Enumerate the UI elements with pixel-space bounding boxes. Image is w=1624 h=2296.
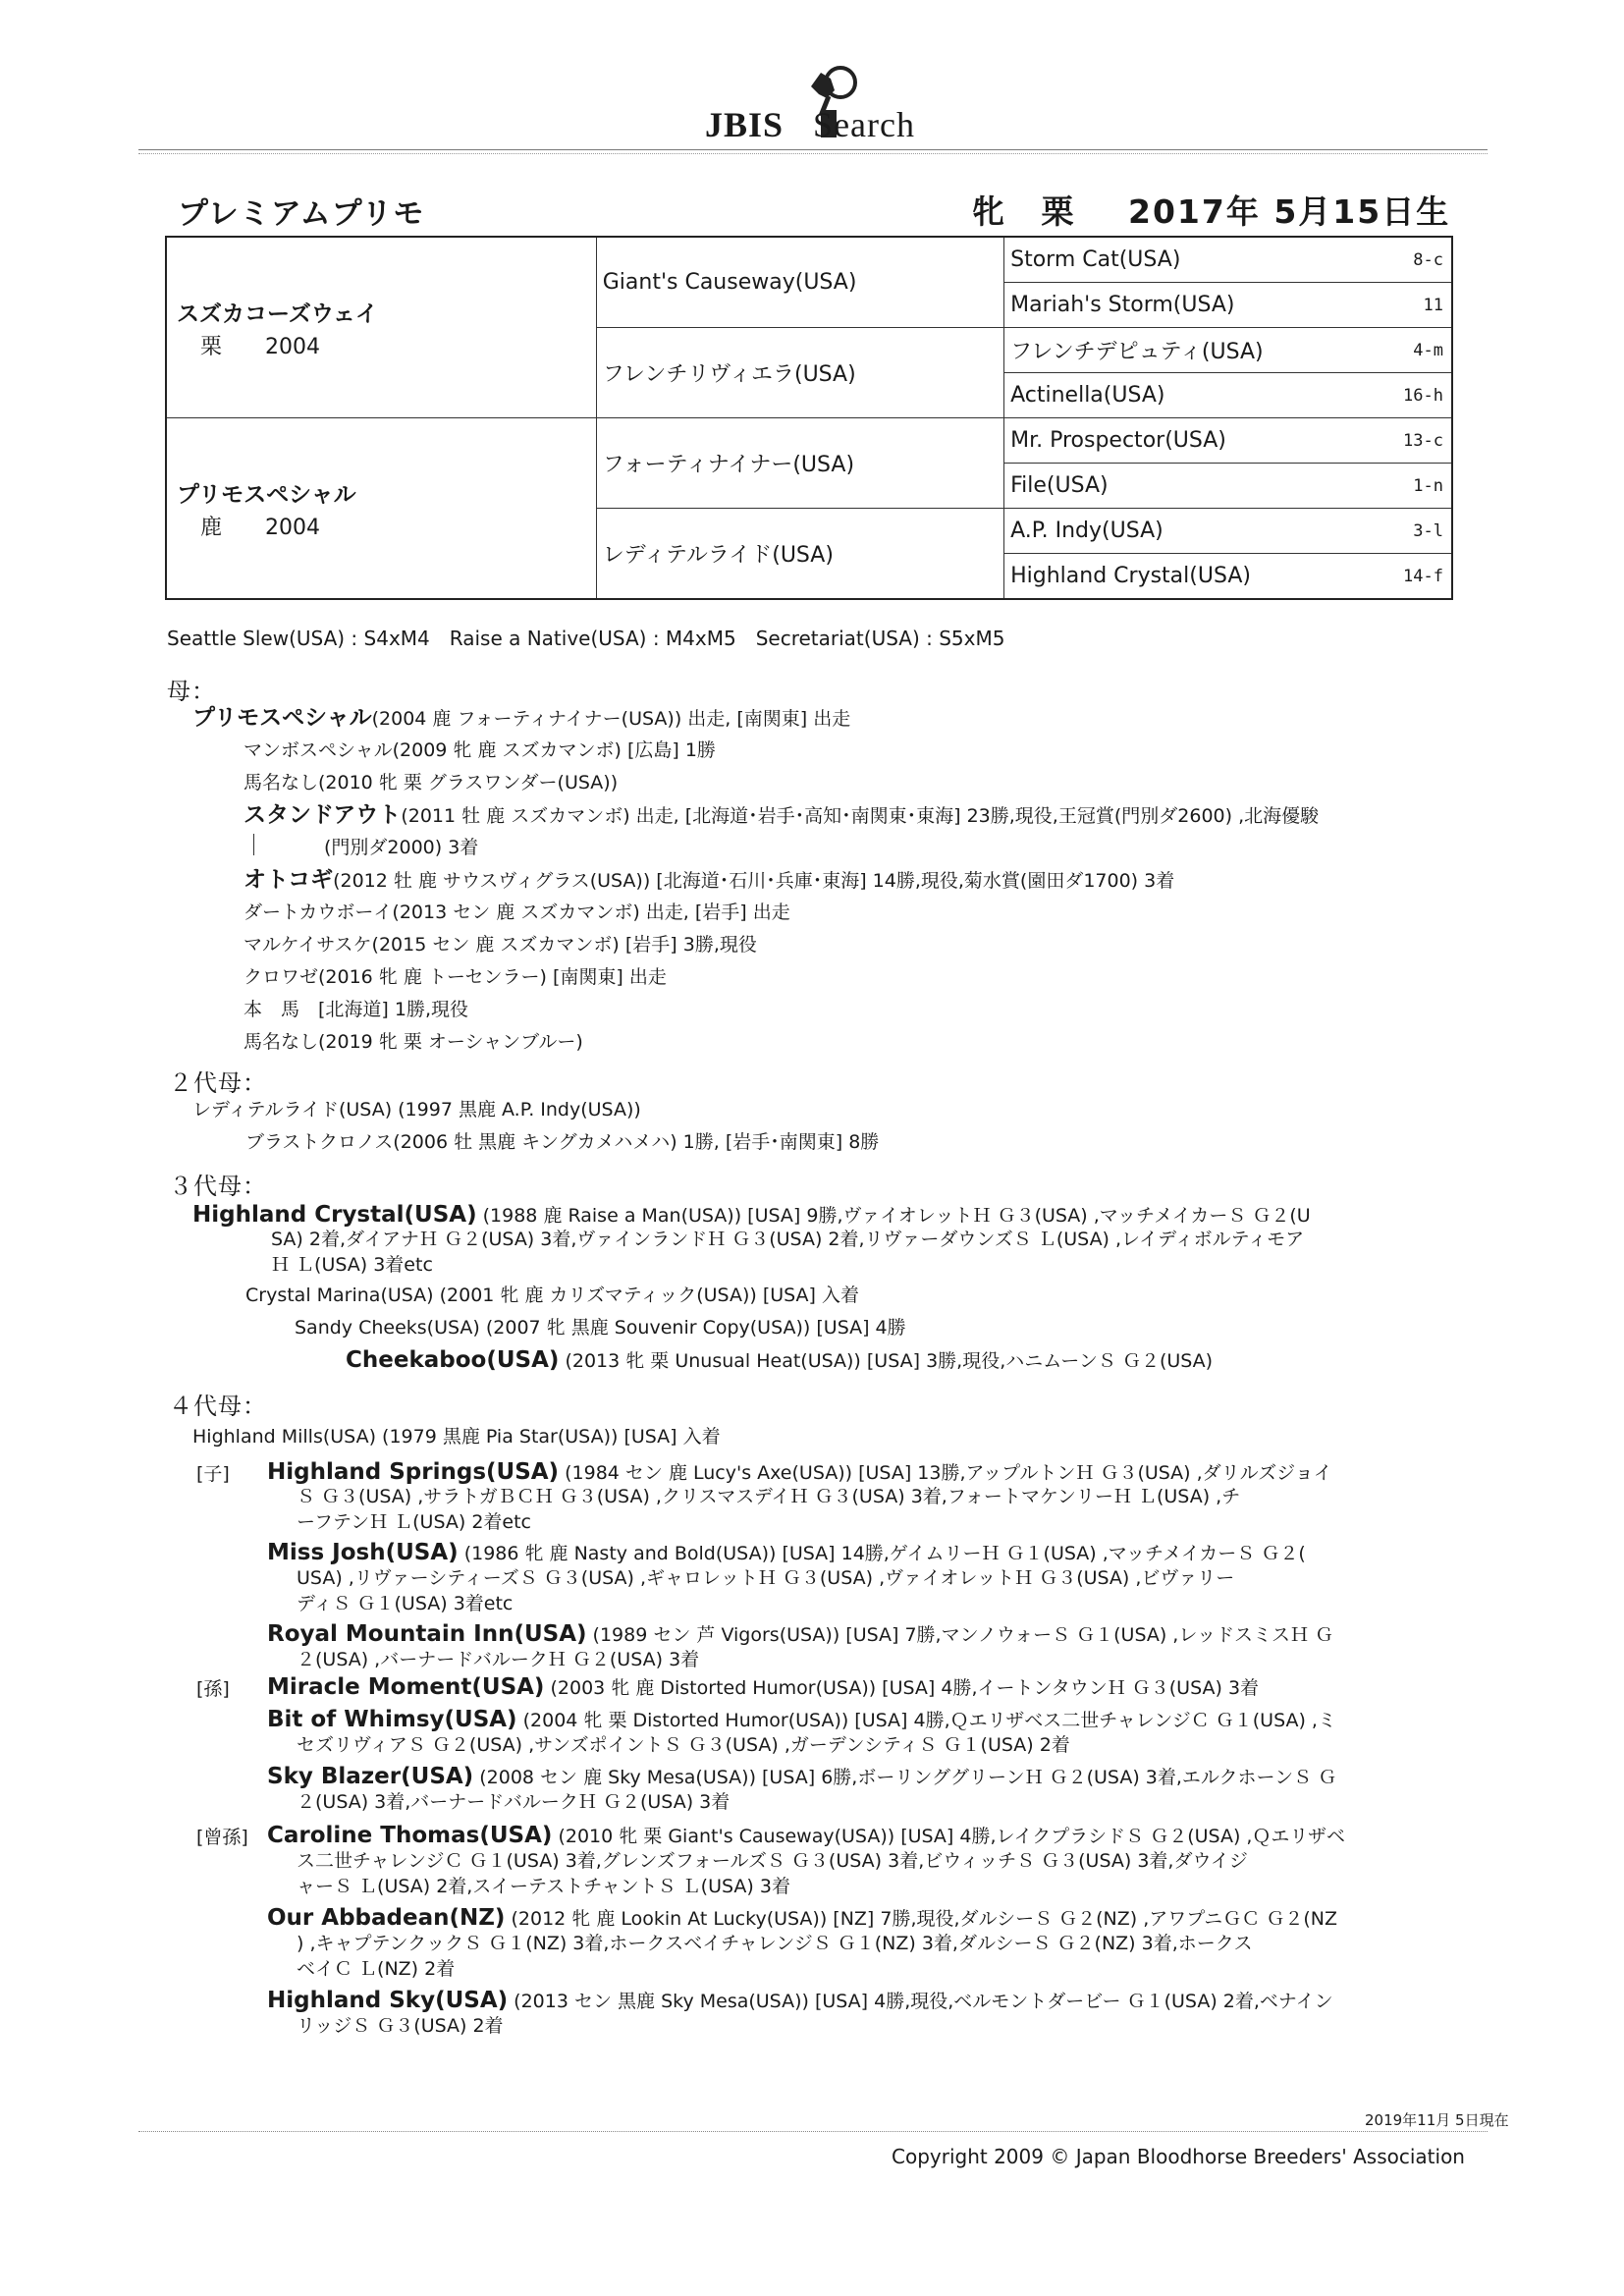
record-line (244, 1029, 583, 1055)
pedigree-table (165, 236, 1453, 600)
horse-name-bold: Our Abbadean(NZ) (267, 1905, 506, 1931)
copyright: Copyright 2009 © Japan Bloodhorse Breeders' Association (892, 2145, 1465, 2168)
record-line (244, 802, 1319, 829)
horse-color: 栗 (1041, 192, 1076, 231)
record-text: ２(USA) ,バーナードバルークＨ Ｇ２(USA) 3着 (297, 1649, 700, 1670)
sire-name: スズカコーズウェイ (177, 301, 378, 327)
record-text: レディテルライド(USA) (1997 黒鹿 A.P. Indy(USA)) (192, 1099, 641, 1121)
record-text: Crystal Marina(USA) (2001 牝 鹿 カリズマティック(USA)) [USA] 入着 (245, 1285, 860, 1306)
inbreeding-line: Seattle Slew(USA) : S4xM4 Raise a Native(USA) : M4xM5 Secretariat(USA) : S5xM5 (167, 627, 1005, 650)
sire-cell (166, 237, 596, 418)
record-text: ス二世チャレンジＣ Ｇ１(USA) 3着,グレンズフォールズＳ Ｇ３(USA) 3着,ビウィッチＳ Ｇ３(USA) 3着,ダウイジ (297, 1850, 1248, 1872)
horse-name-bold: Highland Sky(USA) (267, 1988, 509, 2013)
record-line (267, 1988, 1333, 2014)
record-text: Highland Mills(USA) (1979 黒鹿 Pia Star(USA)) [USA] 入着 (192, 1426, 721, 1448)
record-text: 馬名なし(2010 牝 栗 グラスワンダー(USA)) (244, 772, 619, 793)
gen2-cell: フレンチリヴィエラ(USA) (596, 328, 1003, 418)
record-line (267, 1674, 1259, 1701)
gen3-cell: Mariah's Storm(USA) 11 (1004, 283, 1452, 328)
record-text: (1986 牝 鹿 Nasty and Bold(USA)) [USA] 14勝,ゲイムリーＨ Ｇ１(USA) ,マッチメイカーＳ Ｇ２( (458, 1543, 1306, 1564)
dam-cell (166, 418, 596, 600)
record-text: ーフテンＨ Ｌ(USA) 2着etc (297, 1511, 531, 1533)
record-text: ブラストクロノス(2006 牡 黒鹿 キングカメハメハ) 1勝, [岩手･南関東] 8勝 (245, 1131, 880, 1153)
record-line (192, 1202, 1311, 1229)
record-line (271, 1227, 1304, 1252)
record-line (297, 1484, 1240, 1509)
record-line (267, 1707, 1336, 1733)
record-line (267, 1823, 1345, 1849)
record-text: ディＳ Ｇ１(USA) 3着etc (297, 1593, 514, 1614)
record-line (244, 770, 618, 795)
record-line (192, 1097, 641, 1122)
header-rule-dotted (138, 153, 1488, 154)
gen3-cell: Actinella(USA) 16-h (1004, 373, 1452, 418)
dam-color-year: 鹿 2004 (200, 515, 320, 540)
record-line (244, 964, 667, 990)
record-text: Ｓ Ｇ３(USA) ,サラトガＢＣＨ Ｇ３(USA) ,クリスマスデイＨ Ｇ３(USA) 3着,フォートマケンリーＨ Ｌ(USA) ,チ (297, 1486, 1241, 1507)
record-text: リッジＳ Ｇ３(USA) 2着 (297, 2015, 504, 2037)
record-line (245, 1283, 859, 1308)
section-3rd-dam: ３代母： (169, 1173, 267, 1200)
horse-name-bold: オトコギ (244, 867, 334, 893)
continuation-bar (253, 834, 254, 855)
record-line (297, 1647, 699, 1672)
record-line (267, 1459, 1332, 1486)
record-line (192, 705, 850, 732)
gen3-cell: Highland Crystal(USA) 14-f (1004, 554, 1452, 600)
horse-name-bold: Highland Springs(USA) (267, 1459, 560, 1485)
record-text: (2003 牝 鹿 Distorted Humor(USA)) [USA] 4勝,イートンタウンＨ Ｇ３(USA) 3着 (544, 1677, 1260, 1699)
record-text: マンボスペシャル(2009 牝 鹿 スズカマンボ) [広島] 1勝 (244, 739, 716, 761)
record-text: (2012 牡 鹿 サウスヴィグラス(USA)) [北海道･石川･兵庫･東海] 14勝,現役,菊水賞(園田ダ1700) 3着 (333, 870, 1175, 892)
jbis-search-logo (705, 61, 941, 149)
header-rule (138, 149, 1488, 150)
gen3-cell: Mr. Prospector(USA) 13-c (1004, 418, 1452, 464)
record-text: (1989 セン 芦 Vigors(USA)) [USA] 7勝,マンノウォーＳ Ｇ１(USA) ,レッドスミスＨ Ｇ (586, 1624, 1334, 1646)
record-line (245, 1129, 879, 1155)
horse-name-bold: Royal Mountain Inn(USA) (267, 1621, 587, 1647)
tag-great-grandchild: [曾孫] (196, 1827, 248, 1848)
horse-birthdate: 2017年 5月15日生 (1128, 192, 1451, 231)
record-text: Ｈ Ｌ(USA) 3着etc (271, 1254, 433, 1276)
record-line (324, 835, 478, 860)
record-text: ) ,キャプテンクックＳ Ｇ１(NZ) 3着,ホークスベイチャレンジＳ Ｇ１(NZ) 3着,ダルシーＳ Ｇ２(NZ) 3着,ホークス (297, 1933, 1253, 1954)
record-text: (2013 牝 栗 Unusual Heat(USA)) [USA] 3勝,現役,ハニムーンＳ Ｇ２(USA) (559, 1350, 1214, 1372)
record-line (267, 1621, 1333, 1648)
horse-name-bold: Sky Blazer(USA) (267, 1764, 474, 1789)
record-line (244, 932, 757, 957)
record-line (267, 1540, 1306, 1566)
record-text: (2011 牡 鹿 スズカマンボ) 出走, [北海道･岩手･高知･南関東･東海] 23勝,現役,王冠賞(門別ダ2600) ,北海優駿 (401, 805, 1320, 827)
record-line (267, 1764, 1336, 1790)
record-line (346, 1347, 1213, 1374)
dam-name: プリモスペシャル (177, 481, 356, 508)
record-line (297, 2013, 504, 2039)
record-text: (1988 鹿 Raise a Man(USA)) [USA] 9勝,ヴァイオレットＨ Ｇ３(USA) ,マッチメイカーＳ Ｇ２(U (476, 1205, 1311, 1227)
record-line (297, 1931, 1253, 1956)
record-text: クロワゼ(2016 牝 鹿 トーセンラー) [南関東] 出走 (244, 966, 667, 988)
horse-name: プレミアムプリモ (178, 196, 425, 232)
horse-name-bold: プリモスペシャル (192, 705, 372, 731)
record-text: (2013 セン 黒鹿 Sky Mesa(USA)) [USA] 4勝,現役,ベルモントダービー Ｇ１(USA) 2着,ベナイン (508, 1991, 1333, 2012)
record-text: (2012 牝 鹿 Lookin At Lucky(USA)) [NZ] 7勝,現役,ダルシーＳ Ｇ２(NZ) ,アワプニＧＣ Ｇ２(NZ (505, 1908, 1337, 1930)
record-line (244, 900, 790, 925)
record-text: ベイＣ Ｌ(NZ) 2着 (297, 1958, 456, 1980)
record-text: (1984 セン 鹿 Lucy's Axe(USA)) [USA] 13勝,アップルトンＨ Ｇ３(USA) ,ダリルズジョイ (559, 1462, 1332, 1484)
horse-name-bold: Miss Josh(USA) (267, 1540, 459, 1565)
record-line (244, 867, 1174, 894)
record-text: ダートカウボーイ(2013 セン 鹿 スズカマンボ) 出走, [岩手] 出走 (244, 902, 790, 923)
gen2-cell: Giant's Causeway(USA) (596, 237, 1003, 328)
record-text: (2004 鹿 フォーティナイナー(USA)) 出走, [南関東] 出走 (371, 708, 851, 730)
horse-profile (972, 187, 1472, 233)
record-line (297, 1732, 1070, 1758)
gen3-cell: Storm Cat(USA) 8-c (1004, 237, 1452, 283)
gen3-cell: A.P. Indy(USA) 3-l (1004, 509, 1452, 554)
tag-grandchild: [孫] (196, 1678, 230, 1700)
tag-child: [子] (196, 1463, 230, 1485)
sire-color-year: 栗 2004 (200, 334, 320, 359)
horse-name-bold: Miracle Moment(USA) (267, 1674, 545, 1700)
horse-name-bold: Highland Crystal(USA) (192, 1202, 477, 1228)
gen3-cell: File(USA) 1-n (1004, 464, 1452, 509)
record-line (297, 1509, 531, 1535)
record-text: 馬名なし(2019 牝 栗 オーシャンブルー) (244, 1031, 583, 1053)
record-line (297, 1956, 455, 1982)
record-text: 本 馬 [北海道] 1勝,現役 (244, 999, 468, 1020)
record-text: セズリヴィアＳ Ｇ２(USA) ,サンズポイントＳ Ｇ３(USA) ,ガーデンシティＳ Ｇ１(USA) 2着 (297, 1734, 1070, 1756)
record-line (297, 1789, 730, 1815)
gen3-cell: フレンチデピュティ(USA) 4-m (1004, 328, 1452, 373)
record-line (192, 1424, 721, 1449)
record-line (267, 1905, 1337, 1932)
record-text: (2004 牝 栗 Distorted Humor(USA)) [USA] 4勝,Ｑエリザベス二世チャレンジＣ Ｇ１(USA) ,ミ (516, 1710, 1336, 1731)
horse-name-bold: Caroline Thomas(USA) (267, 1823, 553, 1848)
gen2-cell: フォーティナイナー(USA) (596, 418, 1003, 509)
section-dam: 母： (167, 678, 216, 705)
horse-name-bold: Bit of Whimsy(USA) (267, 1707, 517, 1732)
record-line (297, 1848, 1248, 1874)
record-text: SA) 2着,ダイアナＨ Ｇ２(USA) 3着,ヴァインランドＨ Ｇ３(USA) 2着,リヴァーダウンズＳ Ｌ(USA) ,レイディボルティモア (271, 1229, 1305, 1250)
record-text: ャーＳ Ｌ(USA) 2着,スイーテストチャントＳ Ｌ(USA) 3着 (297, 1876, 790, 1897)
record-line (297, 1591, 513, 1616)
as-of-date: 2019年11月 5日現在 (1365, 2111, 1509, 2129)
section-2nd-dam: ２代母： (169, 1069, 267, 1097)
record-line (244, 997, 468, 1022)
footer-rule (138, 2131, 1488, 2132)
horse-sex: 牝 (972, 192, 1006, 231)
record-text: (2010 牝 栗 Giant's Causeway(USA)) [USA] 4勝,レイクプラシドＳ Ｇ２(USA) ,Ｑエリザベ (552, 1826, 1346, 1847)
horse-name-bold: スタンドアウト (244, 802, 402, 828)
logo-text: JBIS Search (705, 105, 915, 144)
record-text: マルケイサスケ(2015 セン 鹿 スズカマンボ) [岩手] 3勝,現役 (244, 934, 757, 956)
record-text: USA) ,リヴァーシティーズＳ Ｇ３(USA) ,ギャロレットＨ Ｇ３(USA) ,ヴァイオレットＨ Ｇ３(USA) ,ビヴァリー (297, 1567, 1235, 1589)
record-line (244, 738, 716, 763)
record-line (295, 1315, 906, 1340)
record-line (297, 1874, 790, 1899)
gen2-cell: レディテルライド(USA) (596, 509, 1003, 600)
record-text: Sandy Cheeks(USA) (2007 牝 黒鹿 Souvenir Copy(USA)) [USA] 4勝 (295, 1317, 906, 1339)
horse-name-bold: Cheekaboo(USA) (346, 1347, 560, 1373)
record-text: (門別ダ2000) 3着 (324, 837, 479, 858)
record-text: (2008 セン 鹿 Sky Mesa(USA)) [USA] 6勝,ボーリンググリーンＨ Ｇ２(USA) 3着,エルクホーンＳ Ｇ (473, 1767, 1337, 1788)
section-4th-dam: ４代母： (169, 1393, 267, 1420)
record-line (271, 1252, 433, 1278)
record-line (297, 1565, 1234, 1591)
record-text: ２(USA) 3着,バーナードバルークＨ Ｇ２(USA) 3着 (297, 1791, 731, 1813)
